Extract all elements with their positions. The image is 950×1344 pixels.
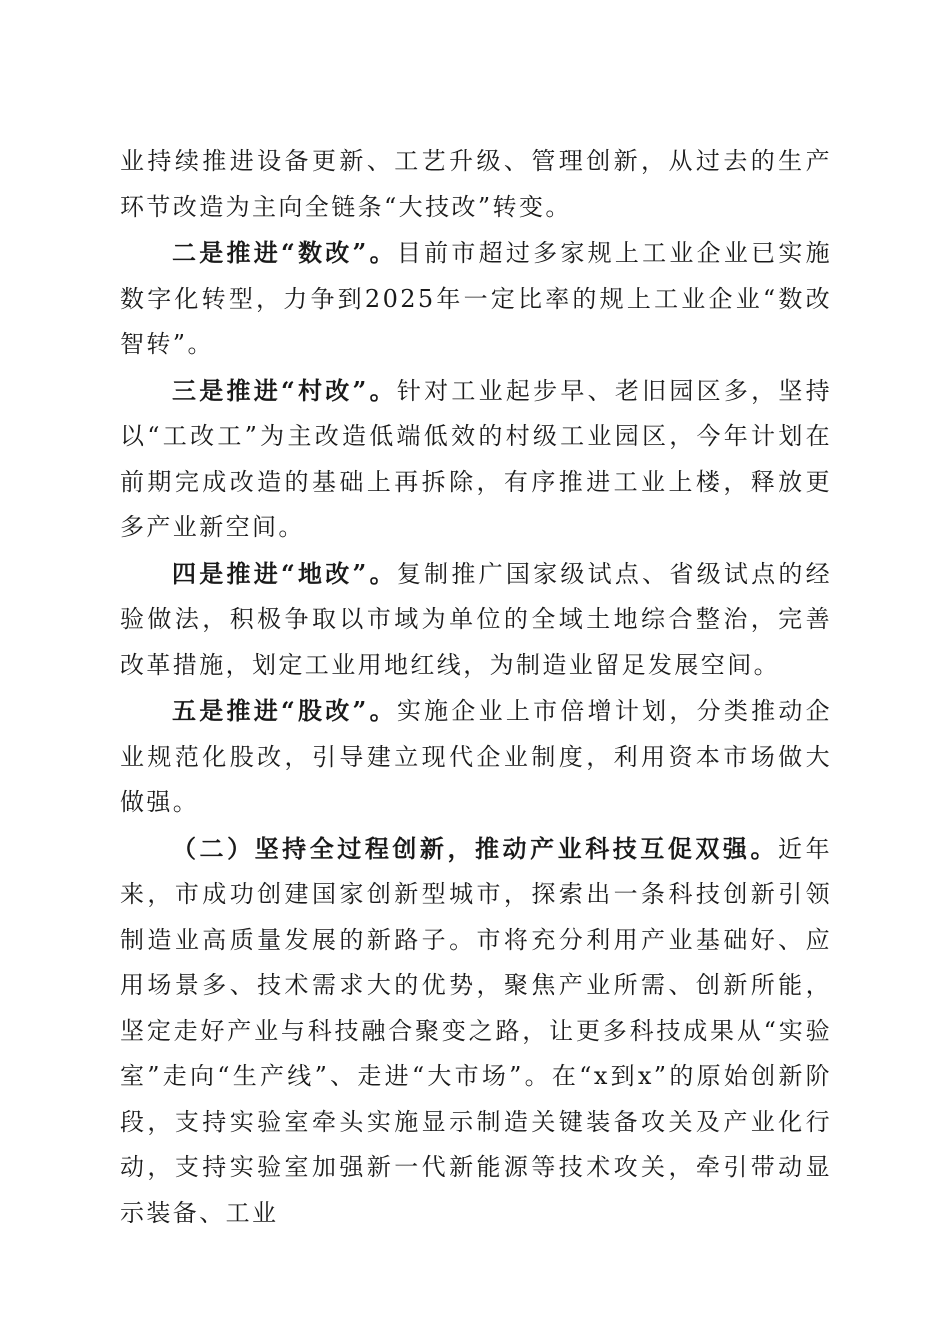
paragraph-innovation-section <box>120 826 832 1237</box>
paragraph-lead: 四是推进“地改”。 <box>172 558 397 588</box>
paragraph-text: 针对工业起步早、老旧园区多，坚持以“工改工”为主改造低端低效的村级工业园区，今年计划在前期完成改造的基础上再拆除，有序推进工业上楼，释放更多产业新空间。 <box>120 376 832 541</box>
paragraph-lead: 五是推进“股改”。 <box>172 696 397 725</box>
paragraph-text: 复制推广国家级试点、省级试点的经验做法，积极争取以市域为单位的全域土地综合整治，完善改革措施，划定工业用地红线，为制造业留足发展空间。 <box>120 559 832 679</box>
paragraph-lead: 三是推进“村改”。 <box>172 375 397 405</box>
paragraph-land-reform <box>120 551 832 689</box>
paragraph-text: 实施企业上市倍增计划，分类推动企业规范化股改，引导建立现代企业制度，利用资本市场做大做强。 <box>120 697 832 816</box>
paragraph-village-reform <box>120 368 832 551</box>
paragraph-text: 目前市超过多家规上工业企业已实施数字化转型，力争到2025年一定比率的规上工业企业“数改智转”。 <box>120 239 832 358</box>
paragraph-lead: 二是推进“数改”。 <box>172 238 397 267</box>
paragraph-text: 业持续推进设备更新、工艺升级、管理创新，从过去的生产环节改造为主向全链条“大技改”转变。 <box>120 147 832 221</box>
paragraph-text: 近年来，市成功创建国家创新型城市，探索出一条科技创新引领制造业高质量发展的新路子。市将充分利用产业基础好、应用场景多、技术需求大的优势，聚焦产业所需、创新所能，坚定走好产业与科技融合聚变之路，让更多科技成果从“实验室”走向“生产线”、走进“大市场”。在“x到x”的原始创新阶段，支持实验室牵头实施显示制造关键装备攻关及产业化行动，支持实验室加强新一代新能源等技术攻关，牵引带动显示装备、工业 <box>120 834 832 1227</box>
paragraph-digital-reform <box>120 230 832 368</box>
paragraph-share-reform <box>120 688 832 826</box>
section-heading: （二）坚持全过程创新，推动产业科技互促双强。 <box>172 833 779 863</box>
document-body <box>120 138 832 1236</box>
paragraph-continuation <box>120 138 832 230</box>
